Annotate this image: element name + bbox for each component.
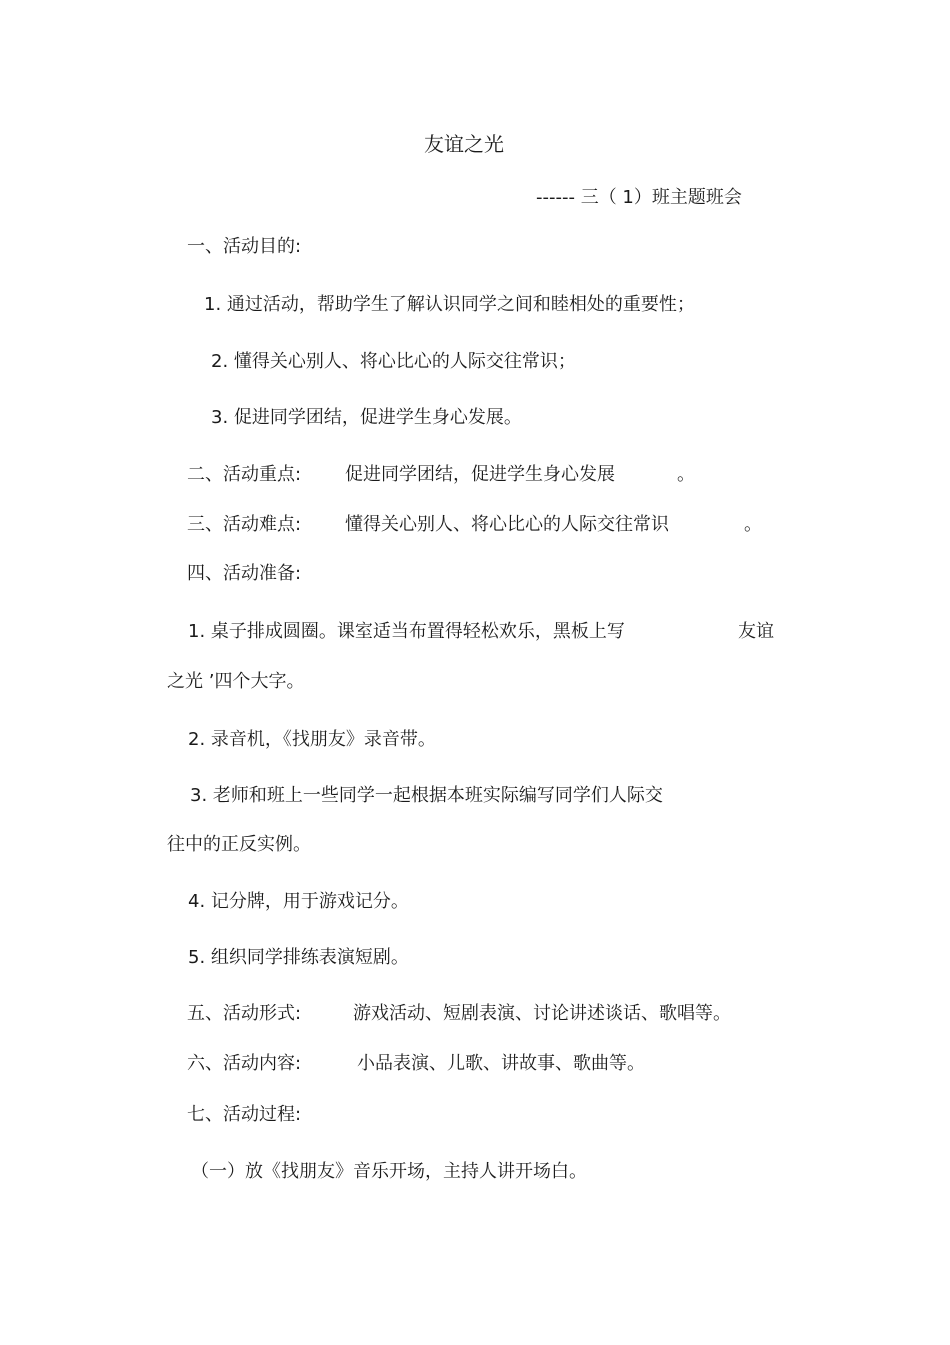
focus-label: 二、活动重点: [187, 464, 302, 485]
process-step-1: （一）放《找朋友》音乐开场，主持人讲开场白。 [191, 1161, 587, 1182]
process-heading: 七、活动过程: [187, 1104, 302, 1125]
purpose-item-1: 1. 通过活动，帮助学生了解认识同学之间和睦相处的重要性； [204, 294, 695, 315]
content-text: 小品表演、儿歌、讲故事、歌曲等。 [357, 1053, 645, 1074]
focus-end: 。 [677, 464, 695, 485]
content-label: 六、活动内容: [187, 1053, 302, 1074]
preparation-heading: 四、活动准备: [187, 563, 302, 584]
preparation-item-3: 3. 老师和班上一些同学一起根据本班实际编写同学们人际交 [190, 785, 663, 806]
difficulty-label: 三、活动难点: [187, 514, 302, 535]
form-text: 游戏活动、短剧表演、讨论讲述谈话、歌唱等。 [353, 1003, 731, 1024]
preparation-item-3-cont: 往中的正反实例。 [167, 834, 311, 855]
difficulty-row [187, 513, 767, 537]
preparation-item-1-cont: 之光 ’四个大字。 [167, 671, 305, 692]
preparation-item-5: 5. 组织同学排练表演短剧。 [188, 947, 409, 968]
difficulty-end: 。 [744, 514, 762, 535]
document-subtitle: ------ 三（ 1）班主题班会 [536, 187, 742, 208]
preparation-item-1 [188, 620, 788, 644]
purpose-item-2: 2. 懂得关心别人、将心比心的人际交往常识； [211, 351, 576, 372]
difficulty-text: 懂得关心别人、将心比心的人际交往常识 [345, 514, 669, 535]
form-label: 五、活动形式: [187, 1003, 302, 1024]
form-row [187, 1002, 767, 1026]
purpose-heading: 一、活动目的: [187, 236, 302, 257]
document-title: 友谊之光 [424, 132, 504, 156]
content-row [187, 1052, 687, 1076]
preparation-item-2: 2. 录音机，《找朋友》录音带。 [188, 729, 436, 750]
preparation-item-4: 4. 记分牌，用于游戏记分。 [188, 891, 409, 912]
purpose-item-3: 3. 促进同学团结，促进学生身心发展。 [211, 407, 522, 428]
preparation-item-1-quote: 友谊 [738, 621, 774, 642]
focus-text: 促进同学团结，促进学生身心发展 [345, 464, 615, 485]
preparation-item-1-text: 1. 桌子排成圆圈。课室适当布置得轻松欢乐，黑板上写 [188, 621, 625, 642]
focus-row [187, 463, 707, 487]
